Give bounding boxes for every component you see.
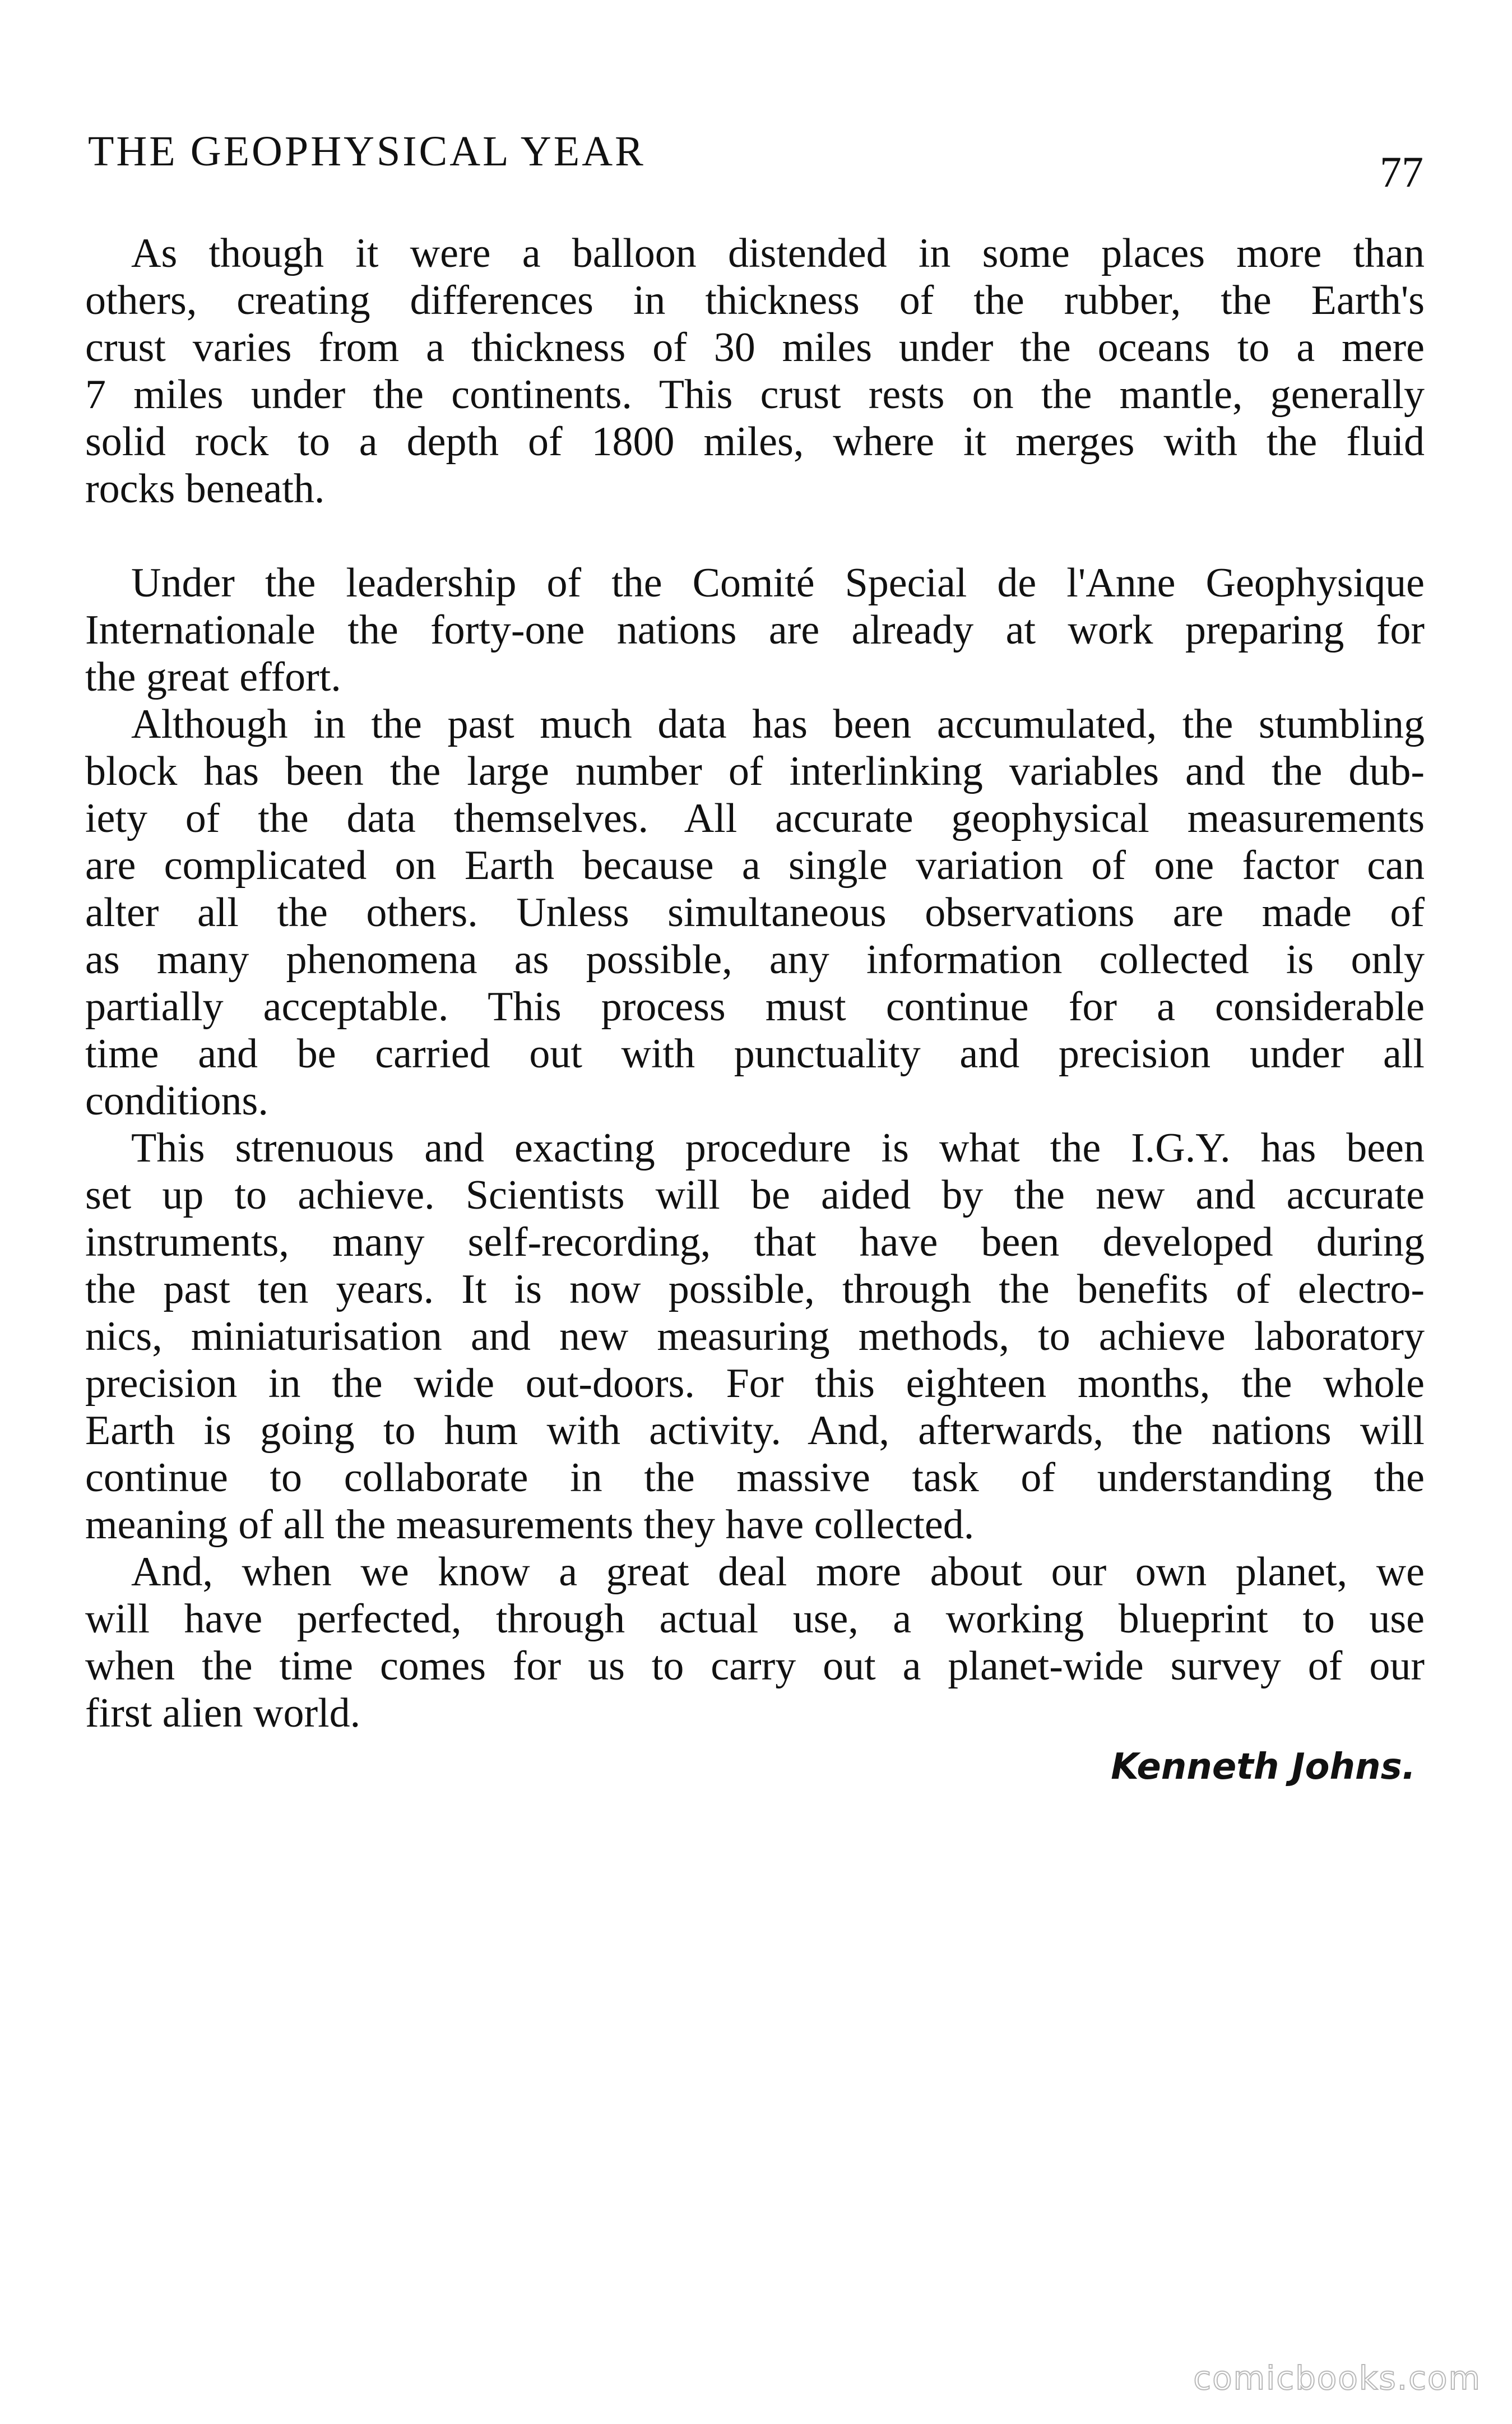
paragraph (85, 230, 1425, 512)
text-line: the great effort. (85, 654, 341, 700)
page-number: 77 (1380, 147, 1423, 196)
text-line: others, creating differences in thickness of the rubber, the Earth's (85, 277, 1425, 323)
text-line: continue to collaborate in the massive task of understanding the (85, 1455, 1425, 1501)
text-line: partially acceptable. This process must continue for a considerable (85, 984, 1425, 1030)
text-line: solid rock to a depth of 1800 miles, where it merges with the fluid (85, 419, 1425, 465)
text-line: 7 miles under the continents. This crust rests on the mantle, generally (85, 372, 1425, 418)
text-line: conditions. (85, 1078, 268, 1124)
article-body (85, 230, 1425, 1737)
text-line: And, when we know a great deal more about our own planet, we (131, 1549, 1425, 1595)
paragraph (85, 1125, 1425, 1548)
text-line: meaning of all the measurements they have collected. (85, 1502, 975, 1548)
text-line: set up to achieve. Scientists will be aided by the new and accurate (85, 1172, 1425, 1218)
text-line: crust varies from a thickness of 30 miles under the oceans to a mere (85, 325, 1425, 371)
text-line: As though it were a balloon distended in some places more than (131, 230, 1425, 276)
text-line: will have perfected, through actual use, a working blueprint to use (85, 1596, 1425, 1642)
watermark: comicbooks.com (1193, 2359, 1481, 2397)
paragraph (85, 701, 1425, 1125)
text-line: are complicated on Earth because a single variation of one factor can (85, 843, 1425, 889)
text-line: nics, miniaturisation and new measuring methods, to achieve laboratory (85, 1313, 1425, 1359)
text-line: This strenuous and exacting procedure is what the I.G.Y. has been (131, 1125, 1425, 1171)
author-signature: Kenneth Johns. (1111, 1746, 1416, 1788)
text-line: time and be carried out with punctuality and precision under all (85, 1031, 1425, 1077)
text-line: when the time comes for us to carry out a planet-wide survey of our (85, 1643, 1425, 1689)
text-line: as many phenomena as possible, any information collected is only (85, 937, 1425, 983)
paragraph-gap (85, 512, 1425, 559)
text-line: block has been the large number of interlinking variables and the dub- (85, 748, 1425, 794)
running-title: THE GEOPHYSICAL YEAR (88, 128, 646, 175)
text-line: first alien world. (85, 1690, 361, 1736)
paragraph (85, 1548, 1425, 1737)
paragraph (85, 559, 1425, 701)
text-line: Internationale the forty-one nations are already at work preparing for (85, 607, 1425, 653)
text-line: iety of the data themselves. All accurate geophysical measurements (85, 795, 1425, 841)
text-line: Under the leadership of the Comité Special de l'Anne Geophysique (131, 560, 1425, 606)
text-line: the past ten years. It is now possible, through the benefits of electro- (85, 1266, 1425, 1312)
text-line: alter all the others. Unless simultaneous observations are made of (85, 890, 1425, 936)
text-line: precision in the wide out-doors. For this eighteen months, the whole (85, 1361, 1425, 1407)
text-line: Earth is going to hum with activity. And, afterwards, the nations will (85, 1408, 1425, 1454)
text-line: instruments, many self-recording, that have been developed during (85, 1219, 1425, 1265)
text-line: rocks beneath. (85, 466, 325, 512)
text-line: Although in the past much data has been accumulated, the stumbling (131, 701, 1425, 747)
